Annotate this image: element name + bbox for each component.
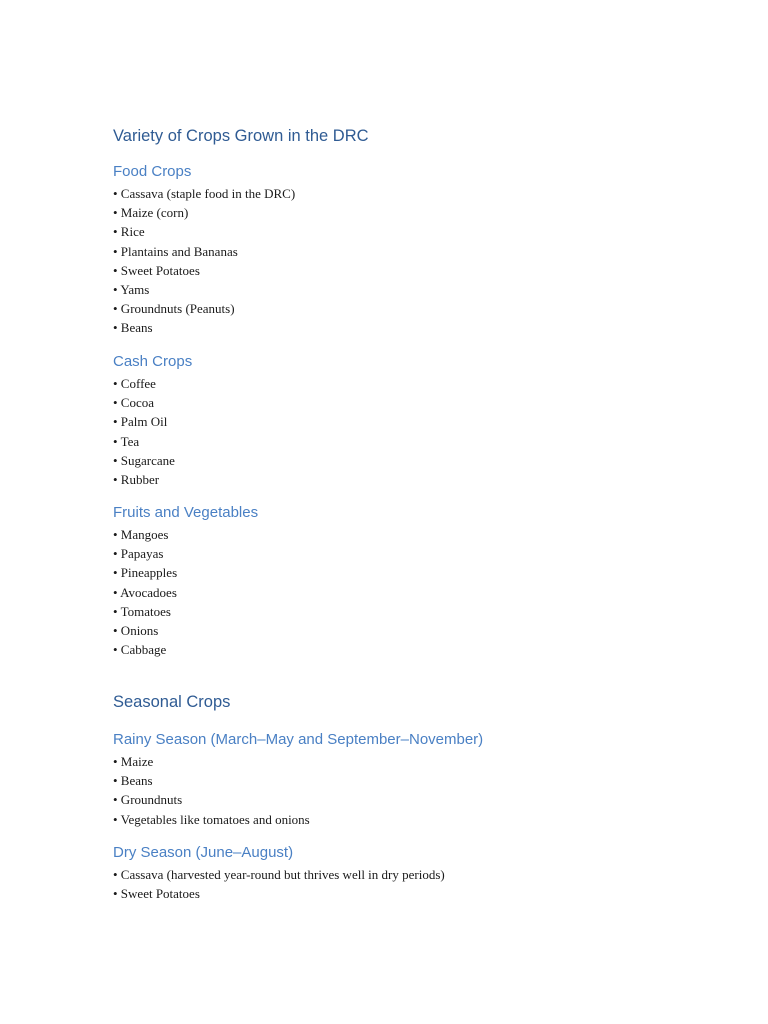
food-crops-list	[113, 184, 295, 338]
document-title: Variety of Crops Grown in the DRC	[113, 127, 369, 145]
list-item: • Groundnuts	[113, 792, 183, 808]
list-item: • Papayas	[113, 546, 164, 562]
rainy-season-heading: Rainy Season (March–May and September–November)	[113, 731, 484, 748]
list-item: • Rice	[113, 224, 145, 240]
cash-crops-list	[113, 374, 175, 489]
cash-crops-heading: Cash Crops	[113, 353, 193, 370]
list-item: • Beans	[113, 320, 153, 336]
list-item: • Yams	[113, 281, 150, 297]
list-item: • Tea	[113, 433, 140, 449]
food-crops-heading: Food Crops	[113, 163, 192, 180]
dry-season-list	[113, 865, 445, 903]
list-item: • Sweet Potatoes	[113, 886, 200, 902]
list-item: • Cassava (harvested year-round but thrives well in dry periods)	[113, 867, 445, 882]
list-item: • Maize	[113, 754, 154, 769]
list-item: • Avocadoes	[113, 584, 177, 600]
list-item: • Rubber	[113, 471, 160, 487]
fruits-vegetables-list	[113, 525, 177, 659]
fruits-vegetables-heading: Fruits and Vegetables	[113, 504, 259, 521]
list-item: • Cocoa	[113, 395, 155, 411]
list-item: • Sugarcane	[113, 452, 175, 468]
list-item: • Sweet Potatoes	[113, 262, 200, 278]
list-item: • Groundnuts (Peanuts)	[113, 301, 235, 317]
list-item: • Plantains and Bananas	[113, 243, 238, 259]
list-item: • Coffee	[113, 376, 156, 391]
rainy-season-list	[113, 752, 310, 829]
list-item: • Tomatoes	[113, 603, 171, 619]
dry-season-heading: Dry Season (June–August)	[113, 844, 294, 861]
seasonal-crops-title: Seasonal Crops	[113, 693, 231, 711]
list-item: • Mangoes	[113, 527, 169, 542]
list-item: • Onions	[113, 622, 159, 638]
list-item: • Cabbage	[113, 642, 167, 658]
list-item: • Pineapples	[113, 565, 178, 581]
list-item: • Vegetables like tomatoes and onions	[113, 811, 310, 827]
list-item: • Cassava (staple food in the DRC)	[113, 186, 296, 201]
list-item: • Palm Oil	[113, 414, 168, 430]
list-item: • Beans	[113, 773, 153, 789]
list-item: • Maize (corn)	[113, 205, 189, 221]
